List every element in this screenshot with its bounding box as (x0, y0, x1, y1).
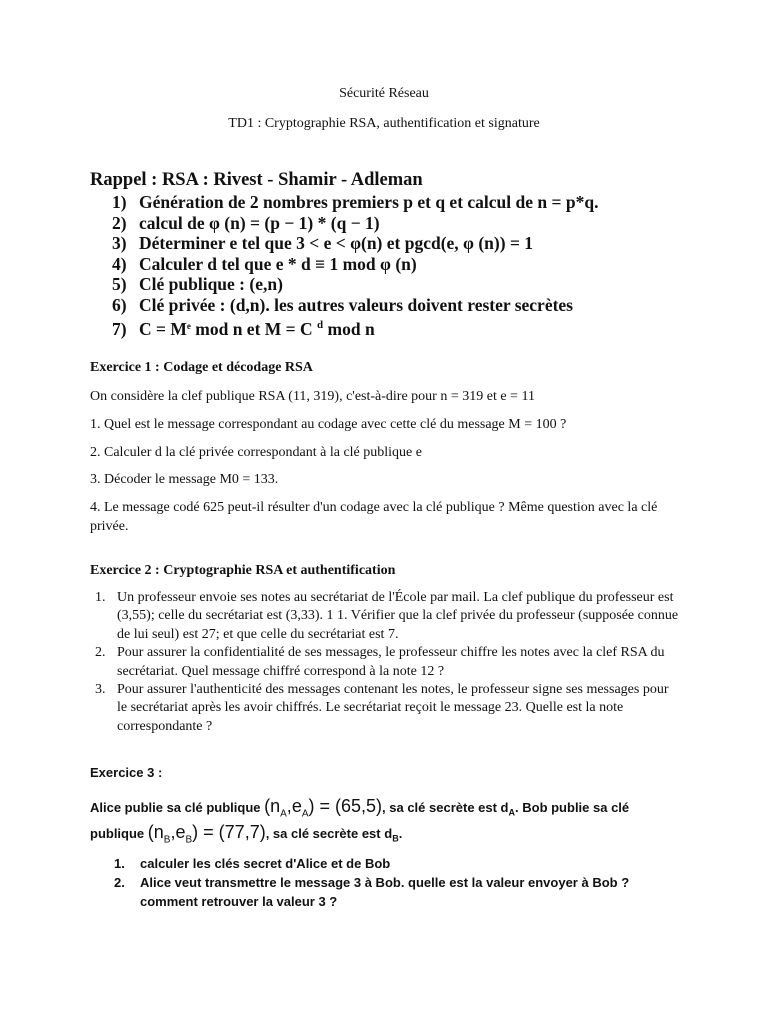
exercice3-item: 1. calculer les clés secret d'Alice et de Bob (114, 856, 391, 871)
exercice1-question-2: 2. Calculer d la clé privée correspondant à la clé publique e (90, 445, 422, 460)
td-subtitle: TD1 : Cryptographie RSA, authentification et signature (228, 116, 540, 131)
exercice1-intro: On considère la clef publique RSA (11, 319), c'est-à-dire pour n = 319 et e = 11 (90, 389, 535, 404)
rappel-item: 6) Clé privée : (d,n). les autres valeurs doivent rester secrètes (112, 294, 573, 315)
exercice3-alice-line: Alice publie sa clé publique $(n_A,e_A) = (65,5)$, sa clé secrète est $d_A$. Bob publie sa clé (90, 796, 630, 820)
course-title: Sécurité Réseau (339, 86, 429, 101)
exercice2-item: 1. Un professeur envoie ses notes au secrétariat de l'École par mail. La clef publique du professeur est (3,55); celle du secrétariat est (3,33). 1 1. Vérifier que la clef privée du professeur (supposée connue de lui seul) est 27; et que celle du secrétariat est 7. (95, 590, 679, 642)
exercice3-item: 2. Alice veut transmettre le message 3 à Bob. quelle est la valeur envoyer à Bob ? comment retrouver la valeur 3 ? (114, 875, 630, 909)
exercice3-list (114, 854, 680, 911)
exercice1-heading: Exercice 1 : Codage et décodage RSA (90, 360, 313, 375)
rappel-list (112, 192, 598, 340)
rappel-item: 7) $C = M^e$ mod n et M = C $^d$ mod n (112, 319, 375, 339)
rappel-item: 1) Génération de 2 nombres premiers p et q et calcul de n = p*q. (112, 192, 599, 212)
exercice2-item: 2. Pour assurer la confidentialité de ses messages, le professeur chiffre les notes avec la clef RSA du secrétariat. Quel message chiffré correspond à la note 12 ? (95, 645, 665, 679)
rappel-item: 4) Calculer d tel que e * d ≡ 1 mod φ (n) (112, 253, 417, 274)
exercice2-heading: Exercice 2 : Cryptographie RSA et authentification (90, 563, 396, 578)
rappel-item: 3) Déterminer e tel que 3 < e < φ(n) et pgcd(e, φ (n)) = 1 (112, 233, 534, 253)
exercice1-question-1: 1. Quel est le message correspondant au codage avec cette clé du message M = 100 ? (90, 417, 567, 432)
rappel-heading: Rappel : RSA : Rivest - Shamir - Adleman (90, 170, 423, 190)
rappel-item: 5) Clé publique : (e,n) (112, 274, 283, 294)
exercice3-bob-line: publique $(n_B,e_B) = (77,7)$, sa clé secrète est $d_B$. (90, 822, 403, 846)
exercice2-item: 3. Pour assurer l'authenticité des messages contenant les notes, le professeur signe ses messages pour le secrétariat après les avoir chiffrés. Le secrétariat reçoit le message 23. Quelle est la note correspondante ? (95, 682, 669, 734)
exercice1-question-3: 3. Décoder le message M0 = 133. (90, 472, 279, 487)
exercice1-question-4: 4. Le message codé 625 peut-il résulter d'un codage avec la clé publique ? Même question avec la clé privée. (90, 500, 658, 534)
exercice2-list (90, 589, 680, 736)
rappel-item: 2) calcul de φ (n) = (p − 1) * (q − 1) (112, 212, 380, 233)
exercice3-heading: Exercice 3 : (90, 765, 163, 780)
